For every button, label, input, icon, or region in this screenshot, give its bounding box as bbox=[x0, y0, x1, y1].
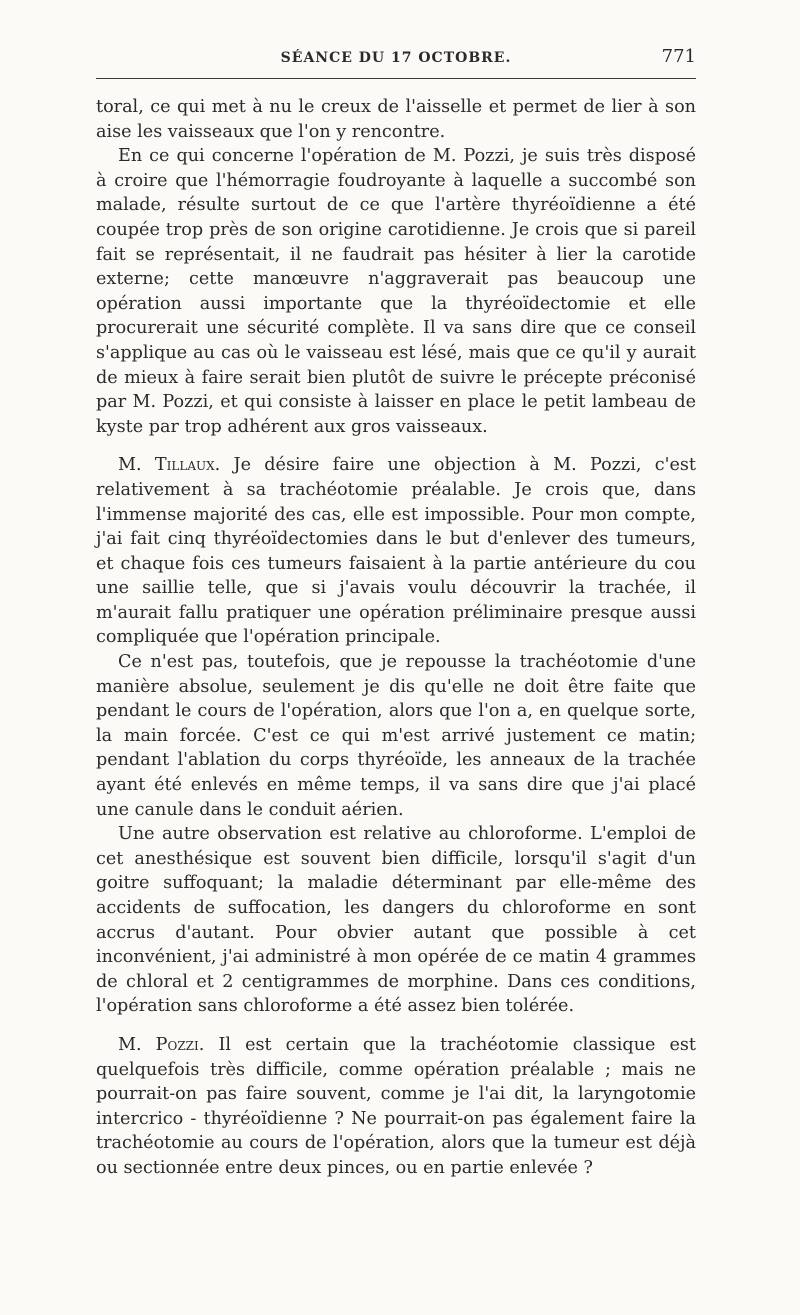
speech-text: Il est certain que la trachéotomie classique est quelquefois très difficile, comme opération préalable ; mais ne pourrait-on pas faire souvent, comme je l'ai dit, la laryngotomie intercrico - thyréoïdienne ? Ne pourrait-on pas également faire la trachéotomie au cours de l'opération, alors que la tumeur est déjà ou sectionnée entre deux pinces, ou en partie enlevée ? bbox=[96, 1034, 697, 1178]
speech-text: Je désire faire une objection à M. Pozzi, c'est relativement à sa trachéotomie préalable. Je crois que, dans l'immense majorité des cas, elle est impossible. Pour mon compte, j'ai fait cinq thyréoïdectomies dans le but d'enlever des tumeurs, et chaque fois ces tumeurs faisaient à la partie antérieure du cou une saillie telle, que si j'avais voulu découvrir la trachée, il m'aurait fallu pratiquer une opération préliminaire presque aussi compliquée que l'opération principale. bbox=[96, 455, 696, 648]
speaker-name: M. Tillaux. bbox=[118, 455, 221, 476]
header-rule bbox=[96, 78, 696, 79]
page-header bbox=[96, 40, 696, 74]
speech-pozzi bbox=[96, 1033, 696, 1181]
speech-tillaux bbox=[96, 453, 696, 650]
paragraph: Ce n'est pas, toutefois, que je repousse la trachéotomie d'une manière absolue, seulement je dis qu'elle ne doit être faite que pendant le cours de l'opération, alors que l'on a, en quelque sorte, la main forcée. C'est ce qui m'est arrivé justement ce matin; pendant l'ablation du corps thyréoïde, les anneaux de la trachée ayant été enlevés en même temps, il va sans dire que j'ai placé une canule dans le conduit aérien. bbox=[96, 652, 696, 820]
paragraph: Une autre observation est relative au chloroforme. L'emploi de cet anesthésique est souvent bien difficile, lorsqu'il s'agit d'un goitre suffoquant; la maladie déterminant par elle-même des accidents de suffocation, les dangers du chloroforme en sont accrus d'autant. Pour obvier autant que possible à cet inconvénient, j'ai administré à mon opérée de ce matin 4 grammes de chloral et 2 centigrammes de morphine. Dans ces conditions, l'opération sans chloroforme a été assez bien tolérée. bbox=[96, 824, 696, 1017]
book-page bbox=[96, 40, 696, 1181]
speaker-name: M. Pozzi. bbox=[118, 1034, 205, 1055]
body-text bbox=[96, 95, 696, 1181]
running-head: SÉANCE DU 17 OCTOBRE. bbox=[280, 50, 512, 66]
paragraph: En ce qui concerne l'opération de M. Pozzi, je suis très disposé à croire que l'hémorragie foudroyante à laquelle a succombé son malade, résulte surtout de ce que l'artère thyréoïdienne a été coupée trop près de son origine carotidienne. Je crois que si pareil fait se représentait, il ne faudrait pas hésiter à lier la carotide externe; cette manœuvre n'aggraverait pas beaucoup une opération aussi importante que la thyréoïdectomie et elle procurerait une sécurité complète. Il va sans dire que ce conseil s'applique au cas où le vaisseau est lésé, mais que ce qu'il y aurait de mieux à faire serait bien plutôt de suivre le précepte préconisé par M. Pozzi, et qui consiste à laisser en place le petit lambeau de kyste par trop adhérent aux gros vaisseaux. bbox=[96, 146, 696, 437]
paragraph: toral, ce qui met à nu le creux de l'aisselle et permet de lier à son aise les vaisseaux que l'on y rencontre. bbox=[96, 97, 696, 142]
page-number: 771 bbox=[661, 46, 696, 67]
